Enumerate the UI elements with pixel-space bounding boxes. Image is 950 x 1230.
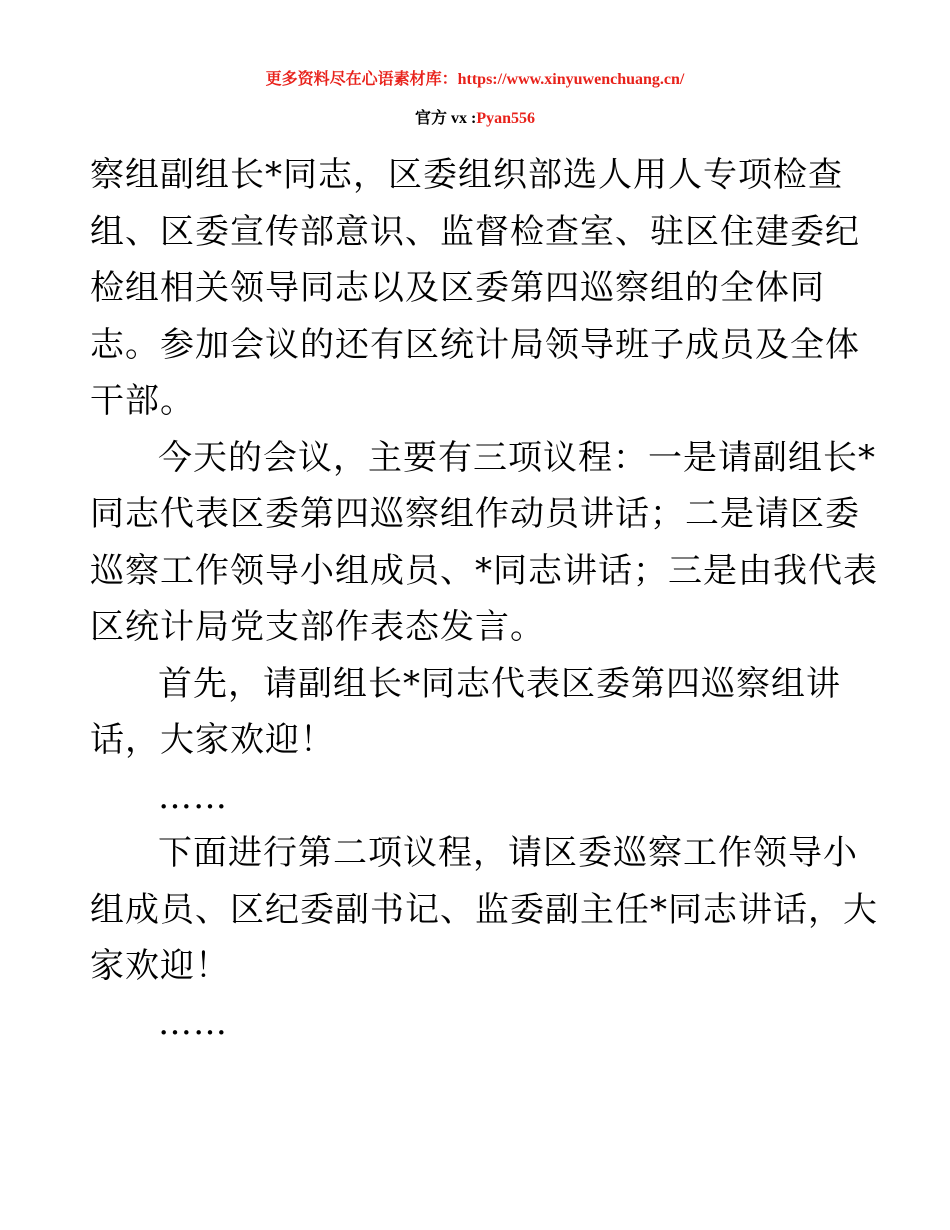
body-line: 干部。: [90, 381, 195, 421]
body-line: 下面进行第二项议程，请区委巡察工作领导小: [158, 833, 858, 873]
body-line: 察组副组长*同志，区委组织部选人用人专项检查: [90, 155, 843, 195]
body-line: 组成员、区纪委副书记、监委副主任*同志讲话，大: [90, 889, 878, 930]
body-line: 区统计局党支部作表态发言。: [90, 607, 545, 647]
header-vx-line: [0, 105, 950, 128]
document-body: [90, 147, 878, 1051]
body-line: 话，大家欢迎！: [90, 720, 335, 760]
body-line: 同志代表区委第四巡察组作动员讲话；二是请区委: [90, 494, 860, 534]
body-line: 志。参加会议的还有区统计局领导班子成员及全体: [90, 324, 860, 365]
ellipsis-line: ……: [158, 776, 228, 817]
body-line: 首先，请副组长*同志代表区委第四巡察组讲: [158, 663, 841, 704]
body-line: 巡察工作领导小组成员、*同志讲话；三是由我代表: [90, 550, 878, 591]
vx-prefix: 官方 vx :: [414, 110, 477, 127]
body-line: 检组相关领导同志以及区委第四巡察组的全体同: [90, 268, 825, 308]
vx-id: Pyan556: [476, 110, 535, 127]
ellipsis-line: ……: [158, 1002, 228, 1043]
body-line: 家欢迎！: [90, 946, 230, 986]
body-line: 今天的会议，主要有三项议程：一是请副组长*: [158, 437, 876, 478]
header-site-link: 更多资料尽在心语素材库：https://www.xinyuwenchuang.cn/: [265, 71, 685, 88]
body-line: 组、区委宣传部意识、监督检查室、驻区住建委纪: [90, 211, 860, 252]
